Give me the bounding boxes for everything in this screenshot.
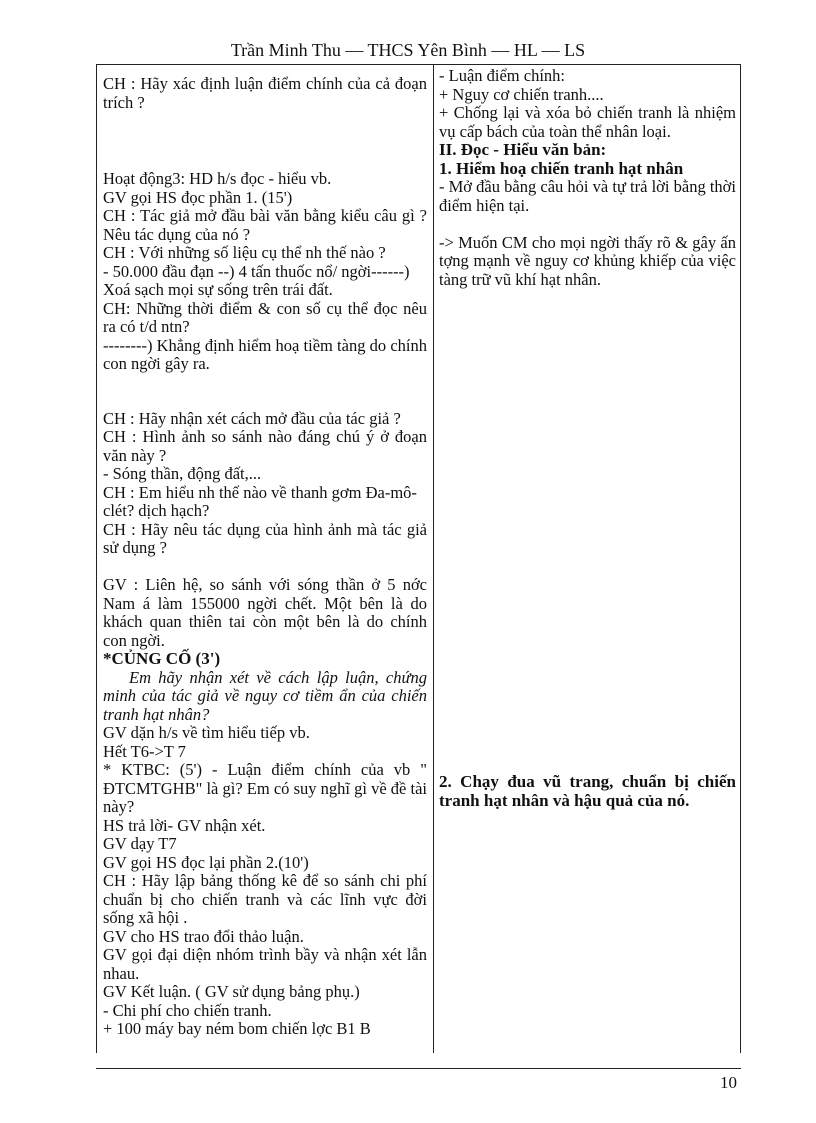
gv-teach-t7: GV dạy T7 xyxy=(103,834,177,853)
note-war-cost: - Chi phí cho chiến tranh. xyxy=(103,1000,272,1020)
page-header: Trần Minh Thu — THCS Yên Bình — HL — LS xyxy=(230,40,586,60)
activity-3: Hoạt động3: HD h/s đọc - hiểu vb. xyxy=(103,169,332,188)
purpose-note: -> Muốn CM cho mọi ngời thấy rõ & gây ấn tợng mạnh về nguy cơ khủng khiếp của việc tàng trữ vũ khí hạt nhân. xyxy=(439,232,736,289)
main-point-1: + Nguy cơ chiến tranh.... xyxy=(439,84,604,104)
main-point-2: + Chống lại và xóa bỏ chiến tranh là nhiệm vụ cấp bách của toàn thể nhân loại. xyxy=(439,103,736,141)
gv-read-part2: GV gọi HS đọc lại phần 2.(10') xyxy=(103,852,309,872)
gv-conclusion: GV Kết luận. ( GV sử dụng bảng phụ.) xyxy=(103,982,360,1001)
gv-group-present: GV gọi đại diện nhóm trình bầy và nhận xét lẫn nhau. xyxy=(103,945,427,983)
gv-comparison-note: GV : Liên hệ, so sánh với sóng thần ở 5 nớc Nam á làm 155000 ngời chết. Một bên là do khách quan thiên tai còn một bên là do chính con ngời. xyxy=(103,575,427,650)
gv-read-part1: GV gọi HS đọc phần 1. (15') xyxy=(103,187,293,207)
question-table: CH : Hãy lập bảng thống kê để so sánh chi phí chuẩn bị cho chiến tranh và các lĩnh vực đời sống xã hội . xyxy=(103,871,427,927)
question-damocles: CH : Em hiểu nh thế nào về thanh gơm Đa-mô-clét? dịch hạch? xyxy=(103,482,417,520)
consolidation-question: Em hãy nhận xét về cách lập luận, chứng minh của tác giả về nguy cơ tiềm ẩn của chiến tranh hạt nhân? xyxy=(103,667,427,724)
gv-homework: GV dặn h/s về tìm hiểu tiếp vb. xyxy=(103,723,310,742)
question-timepoints: CH: Những thời điểm & con số cụ thể đọc nêu ra có t/d ntn? xyxy=(103,298,427,336)
question-opening: CH : Tác giả mở đầu bài văn bằng kiểu câu gì ? Nêu tác dụng của nó ? xyxy=(103,206,427,244)
note-tsunami: - Sóng thần, động đất,... xyxy=(103,464,262,483)
footer-divider xyxy=(96,1068,741,1069)
page-number: 10 xyxy=(720,1073,737,1092)
column-divider xyxy=(433,65,434,1053)
question-opening-comment: CH : Hãy nhận xét cách mở đầu của tác giả ? xyxy=(103,408,401,428)
opening-note: - Mở đầu bằng câu hỏi và tự trả lời bằng thời điểm hiện tại. xyxy=(439,177,736,215)
question-comparison: CH : Hình ảnh so sánh nào đáng chú ý ở đoạn văn này ? xyxy=(103,427,427,465)
gv-discussion: GV cho HS trao đổi thảo luận. xyxy=(103,926,304,946)
consolidation-heading: *CỦNG CỐ (3') xyxy=(103,649,221,668)
note-bombers: + 100 máy bay ném bom chiến lợc B1 B xyxy=(103,1019,371,1038)
end-t6: Hết T6->T 7 xyxy=(103,741,186,761)
content-column xyxy=(439,67,736,810)
hs-answer: HS trả lời- GV nhận xét. xyxy=(103,815,266,835)
question-main-point: CH : Hãy xác định luận điểm chính của cả đoạn trích ? xyxy=(103,74,427,112)
section-2-heading: 2. Chạy đua vũ trang, chuẩn bị chiến tranh hạt nhân và hậu quả của nó. xyxy=(439,772,736,810)
main-point-label: - Luận điểm chính: xyxy=(439,66,566,85)
ktbc-question: * KTBC: (5') - Luận điểm chính của vb " ĐTCMTGHB" là gì? Em có suy nghĩ gì về đề tài này? xyxy=(103,760,427,816)
lesson-table xyxy=(96,64,741,1053)
section-ii-heading: II. Đọc - Hiểu văn bản: xyxy=(439,140,607,159)
note-warheads: - 50.000 đầu đạn --) 4 tấn thuốc nổ/ ngời------) Xoá sạch mọi sự sống trên trái đất. xyxy=(103,261,410,299)
question-figures: CH : Với những số liệu cụ thể nh thế nào ? xyxy=(103,243,386,262)
note-danger: --------) Khẳng định hiểm hoạ tiềm tàng do chính con ngời gây ra. xyxy=(103,335,427,373)
question-image-effect: CH : Hãy nêu tác dụng của hình ảnh mà tác giả sử dụng ? xyxy=(103,519,427,557)
section-1-heading: 1. Hiểm hoạ chiến tranh hạt nhân xyxy=(439,158,684,178)
teacher-activity-column xyxy=(103,67,427,1039)
